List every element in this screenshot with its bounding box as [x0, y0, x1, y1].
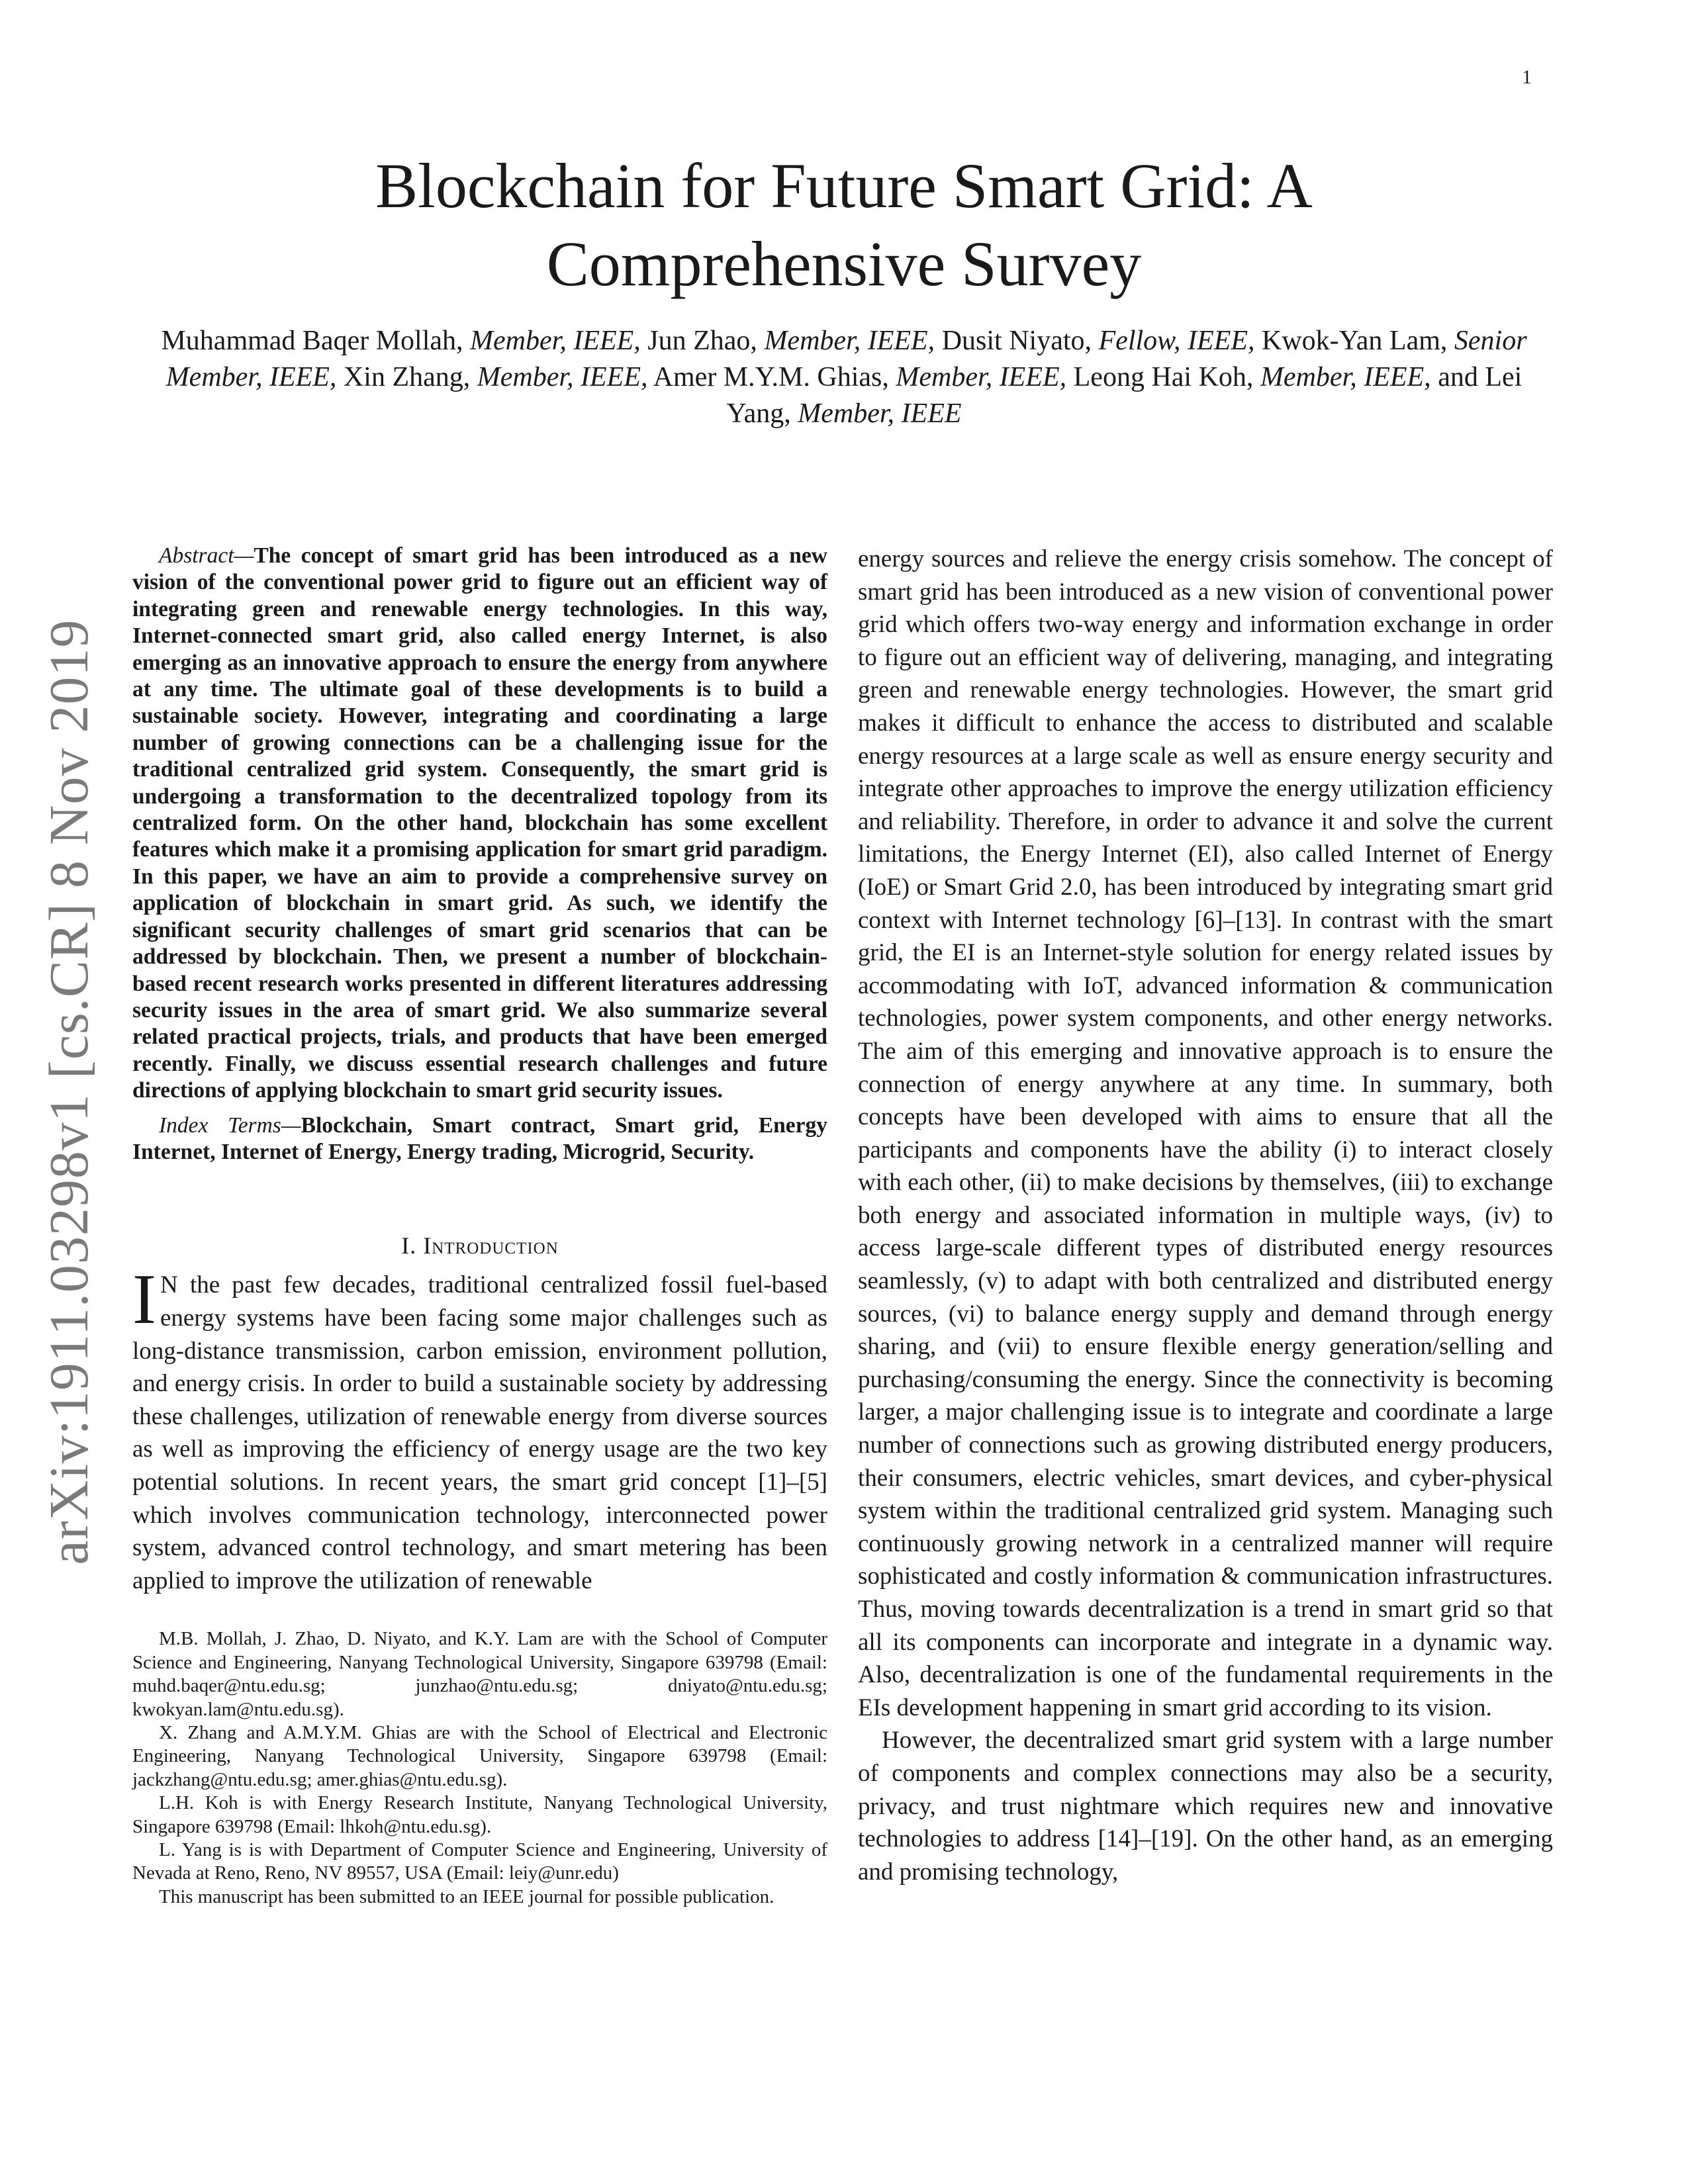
arxiv-stamp: arXiv:1911.03298v1 [cs.CR] 8 Nov 2019 — [38, 619, 100, 1565]
body-paragraph: However, the decentralized smart grid system with a large number of components and complex connections may also be a security, privacy, and trust nightmare which requires new and innovative technologies to address [14]–[19]. On the other hand, as an emerging and promising technology, — [858, 1727, 1553, 1886]
page-number: 1 — [1522, 66, 1532, 88]
author-name: Leong Hai Koh, — [1073, 362, 1254, 392]
author-role: Member, IEEE, — [896, 362, 1067, 392]
intro-paragraph — [132, 1260, 827, 1597]
author-list — [152, 323, 1536, 432]
author-name: and Lei Yang, — [726, 362, 1523, 429]
author-role: Fellow, IEEE, — [1098, 326, 1255, 356]
left-column — [132, 543, 827, 1909]
author-role: Member, IEEE, — [477, 362, 648, 392]
index-terms — [132, 1113, 827, 1166]
author-role: Member, IEEE, — [1260, 362, 1431, 392]
footnotes — [132, 1627, 827, 1909]
author-name: Muhammad Baqer Mollah, — [161, 326, 463, 356]
abstract — [132, 543, 827, 1105]
index-terms-label: Index Terms— — [159, 1113, 301, 1138]
author-name: Amer M.Y.M. Ghias, — [653, 362, 889, 392]
section-heading — [132, 1232, 827, 1259]
intro-text: N the past few decades, traditional centralized fossil fuel-based energy systems have been facing some major challenges such as long-distance transmission, carbon emission, environment pollution, and energy crisis. In order to build a sustainable society by addressing these challenges, utilization of renewable energy from diverse sources as well as improving the efficiency of energy usage are the two key potential solutions. In recent years, the smart grid concept [1]–[5] which involves communication technology, interconnected power system, advanced control technology, and smart metering has been applied to improve the utilization of renewable — [132, 1271, 827, 1594]
author-role: Member, IEEE, — [470, 326, 641, 356]
drop-cap: I — [132, 1260, 156, 1340]
author-role: Member, IEEE — [798, 398, 962, 429]
author-name: Dusit Niyato, — [941, 326, 1092, 356]
author-name: Jun Zhao, — [647, 326, 757, 356]
abstract-text: The concept of smart grid has been introduced as a new vision of the conventional power grid to figure out an efficient way of integrating green and renewable energy technologies. In this way, Internet-connected smart grid, also called energy Internet, is also emerging as an innovative approach to ensure the energy from anywhere at any time. The ultimate goal of these developments is to build a sustainable society. However, integrating and coordinating a large number of growing connections can be a challenging issue for the traditional centralized grid system. Consequently, the smart grid is undergoing a transformation to the decentralized topology from its centralized form. On the other hand, blockchain has some excellent features which make it a promising application for smart grid paradigm. In this paper, we have an aim to provide a comprehensive survey on application of blockchain in smart grid. As such, we identify the significant security challenges of smart grid scenarios that can be addressed by blockchain. Then, we present a number of blockchain-based recent research works presented in different literatures addressing security issues in the area of smart grid. We also summarize several related practical projects, trials, and products that have been emerged recently. Finally, we discuss essential research challenges and future directions of applying blockchain to smart grid security issues. — [132, 543, 827, 1103]
footnote: L.H. Koh is with Energy Research Institute, Nanyang Technological University, Singapore 639798 (Email: lhkoh@ntu.edu.sg). — [132, 1792, 827, 1837]
author-name: Xin Zhang, — [343, 362, 471, 392]
author-role: Senior Member, IEEE, — [165, 326, 1527, 392]
footnote: L. Yang is is with Department of Computer Science and Engineering, University of Nevada at Reno, Reno, NV 89557, USA (Email: leiy@unr.edu) — [132, 1839, 827, 1884]
footnote: This manuscript has been submitted to an IEEE journal for possible publication. — [159, 1886, 774, 1907]
author-role: Member, IEEE, — [764, 326, 935, 356]
paper-title: Blockchain for Future Smart Grid: A Comprehensive Survey — [375, 150, 1313, 299]
section-title: Introduction — [423, 1232, 559, 1259]
footnote: M.B. Mollah, J. Zhao, D. Niyato, and K.Y. Lam are with the School of Computer Science and Engineering, Nanyang Technological University, Singapore 639798 (Email: muhd.baqer@ntu.edu.sg; junzhao@ntu.edu.sg; dniyato@ntu.edu.sg; kwokyan.lam@ntu.edu.sg). — [132, 1628, 827, 1720]
body-paragraph: energy sources and relieve the energy crisis somehow. The concept of smart grid has been introduced as a new vision of conventional power grid which offers two-way energy and information exchange in order to figure out an efficient way of delivering, managing, and integrating green and renewable energy technologies. However, the smart grid makes it difficult to enhance the access to distributed and scalable energy resources at a large scale as well as ensure energy security and integrate other approaches to improve the energy utilization efficiency and reliability. Therefore, in order to advance it and solve the current limitations, the Energy Internet (EI), also called Internet of Energy (IoE) or Smart Grid 2.0, has been introduced by integrating smart grid context with Internet technology [6]–[13]. In contrast with the smart grid, the EI is an Internet-style solution for energy related issues by accommodating with IoT, advanced information & communication technologies, power system components, and other energy networks. The aim of this emerging and innovative approach is to ensure the connection of energy anywhere at any time. In summary, both concepts have been developed with aims to ensure that all the participants and components have the ability (i) to interact closely with each other, (ii) to make decisions by themselves, (iii) to exchange both energy and associated information in multiple ways, (iv) to access large-scale different types of distributed energy resources seamlessly, (v) to adapt with both centralized and distributed energy sources, (vi) to balance energy supply and demand through energy sharing, and (vii) to ensure flexible energy generation/selling and purchasing/consuming the energy. Since the connectivity is becoming larger, a major challenging issue is to integrate and coordinate a large number of connections such as growing distributed energy producers, their consumers, electric vehicles, smart devices, and cyber-physical system within the traditional centralized grid system. Managing such continuously growing network in a centralized manner will require sophisticated and costly information & communication infrastructures. Thus, moving towards decentralization is a trend in smart grid so that all its components can incorporate and integrate in a dynamic way. Also, decentralization is one of the fundamental requirements in the EIs development happening in smart grid according to its vision. — [858, 545, 1553, 1721]
footnote: X. Zhang and A.M.Y.M. Ghias are with the School of Electrical and Electronic Engineering, Nanyang Technological University, Singapore 639798 (Email: jackzhang@ntu.edu.sg; amer.ghias@ntu.edu.sg). — [132, 1721, 827, 1790]
index-terms-text: Blockchain, Smart contract, Smart grid, Energy Internet, Internet of Energy, Energy trading, Microgrid, Security. — [132, 1113, 827, 1164]
right-column — [858, 543, 1553, 1888]
abstract-label: Abstract— — [159, 543, 254, 568]
author-name: Kwok-Yan Lam, — [1262, 326, 1448, 356]
section-numeral: I. — [401, 1232, 424, 1259]
